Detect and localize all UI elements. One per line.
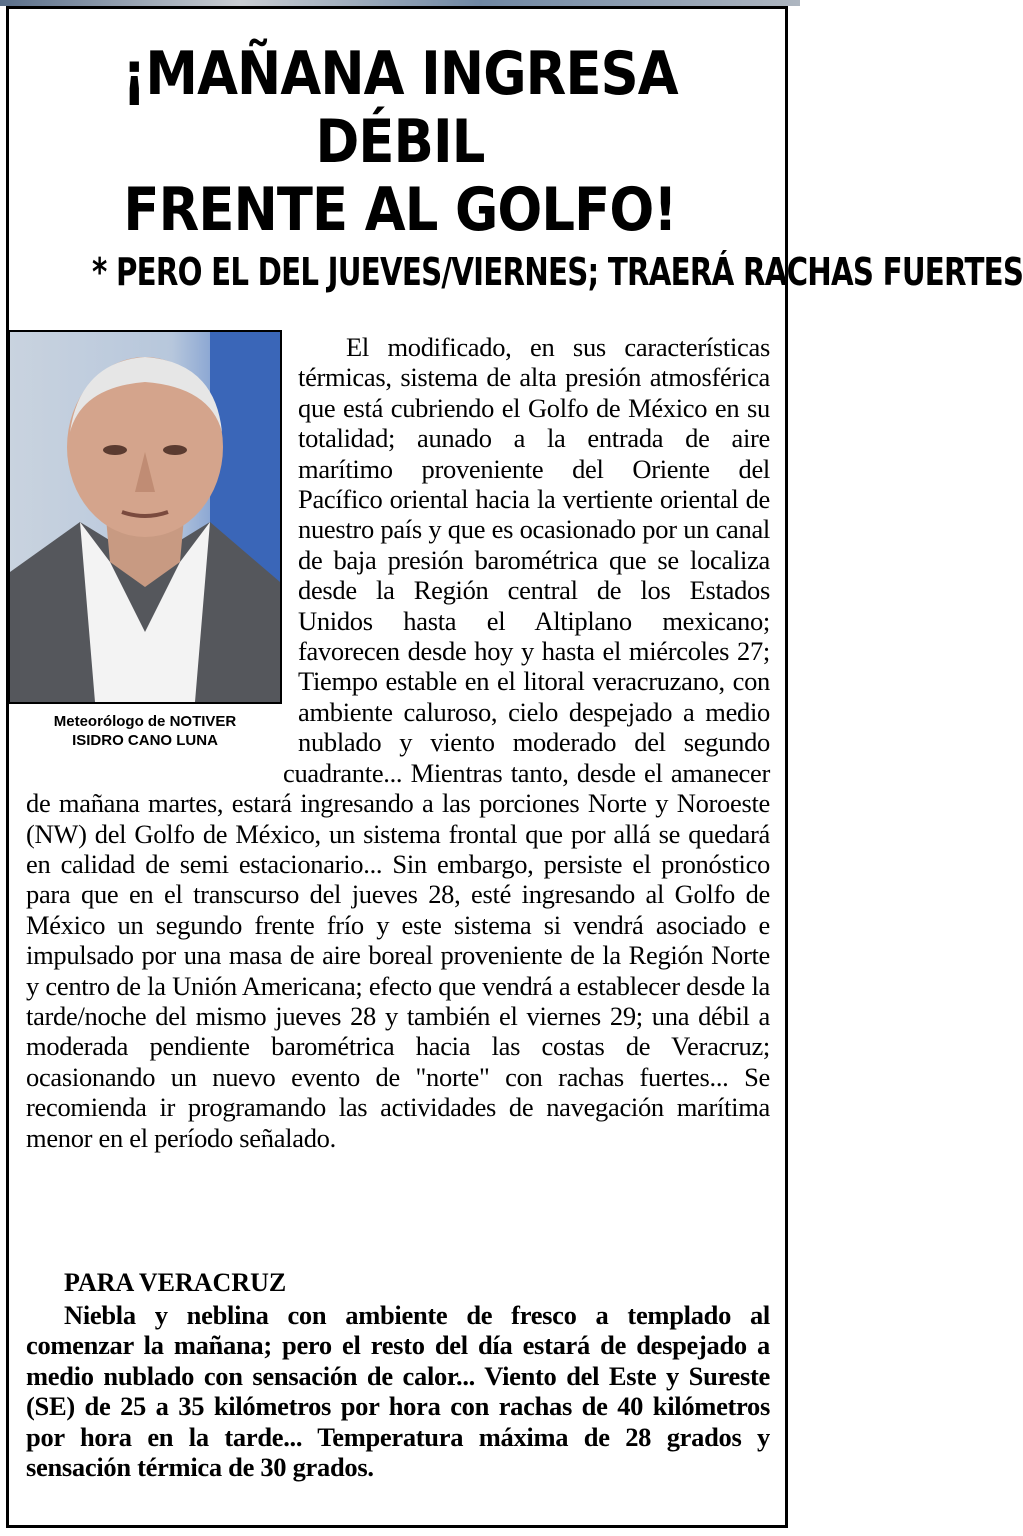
headline bbox=[48, 40, 752, 244]
caption-line-1: Meteorólogo de NOTIVER bbox=[53, 713, 237, 730]
forecast-title: PARA VERACRUZ bbox=[64, 1268, 287, 1297]
forecast-section bbox=[26, 1266, 770, 1482]
headline-line-2: FRENTE AL GOLFO! bbox=[123, 175, 677, 245]
caption-spacer bbox=[26, 752, 281, 782]
article-paragraph: El modificado, en sus características térmicas, sistema de alta presión atmosférica que está cubriendo el Golfo de México en su totalidad; aunado a la entrada de aire marítimo proveniente del Oriente del Pacífico oriental hacia la vertiente oriental de nuestro país y que es ocasionado por un canal de baja presión barométrica que se localiza desde la Región central de los Estados Unidos hasta el Altiplano mexicano; favorecen desde hoy y hasta el miércoles 27; Tiempo estable en el litoral veracruzano, con ambiente caluroso, cielo despejado a medio nublado y viento moderado del segundo cuadrante... Mientras tanto, desde el amanecer de mañana martes, estará ingresando a las porciones Norte y Noroeste (NW) del Golfo de México, un sistema frontal que por allá se quedará en calidad de semi estacionario... Sin embargo, persiste el pronóstico para que en el transcurso del jueves 28, esté ingresando al Golfo de México un segundo frente frío y este sistema si vendrá asociado e impulsado por una masa de aire boreal proveniente de la Región Norte y centro de la Unión Americana; efecto que vendrá a establecer desde la tarde/noche del mismo jueves 28 y también el viernes 29; una débil a moderada pendiente barométrica hacia las costas de Veracruz; ocasionando un nuevo evento de "norte" con rachas fuertes... Se recomienda ir programando las actividades de navegación marítima menor en el período señalado. bbox=[26, 332, 770, 1153]
forecast-paragraph: Niebla y neblina con ambiente de fresco a templado al comenzar la mañana; pero el resto del día estará de despejado a medio nublado con sensación de calor... Viento del Este y Sureste (SE) de 25 a 35 kilómetros por hora con rachas de 40 kilómetros por hora en la tarde... Temperatura máxima de 28 grados y sensación térmica de 30 grados. bbox=[26, 1300, 770, 1483]
article-body bbox=[26, 332, 770, 1153]
subheadline: * PERO EL DEL JUEVES/VIERNES; TRAERÁ RACHAS FUERTES bbox=[92, 250, 1023, 294]
headline-line-1: ¡MAÑANA INGRESA DÉBIL bbox=[122, 39, 678, 177]
caption-line-2: ISIDRO CANO LUNA bbox=[72, 732, 218, 749]
photo-spacer bbox=[26, 332, 296, 752]
